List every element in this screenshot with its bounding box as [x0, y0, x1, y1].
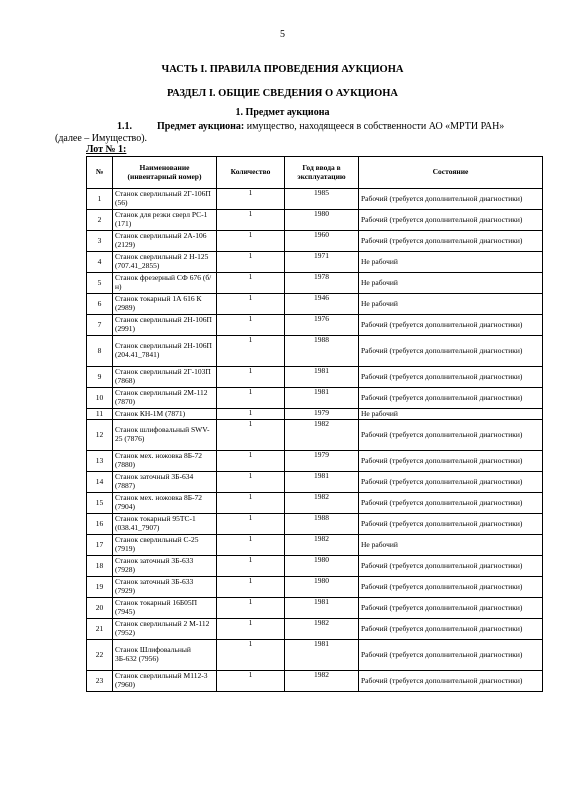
- cell-qty: 1: [217, 535, 285, 556]
- clause-label: Предмет аукциона:: [157, 121, 245, 132]
- cell-qty: 1: [217, 367, 285, 388]
- cell-num: 20: [87, 598, 113, 619]
- cell-num: 19: [87, 577, 113, 598]
- cell-state: Не рабочий: [359, 252, 543, 273]
- header-num: №: [87, 157, 113, 189]
- cell-year: 1982: [285, 535, 359, 556]
- cell-state: Рабочий (требуется дополнительной диагностики): [359, 336, 543, 367]
- cell-year: 1982: [285, 671, 359, 692]
- table-row: [87, 420, 543, 451]
- table-row: [87, 472, 543, 493]
- cell-name: Станок для резки сверл РС-1 (171): [113, 210, 217, 231]
- cell-num: 1: [87, 189, 113, 210]
- table-row: [87, 273, 543, 294]
- cell-name: Станок токарный 95ТС-1 (038.41_7907): [113, 514, 217, 535]
- header-name: Наименование (инвентарный номер): [113, 157, 217, 189]
- cell-num: 15: [87, 493, 113, 514]
- cell-qty: 1: [217, 556, 285, 577]
- cell-year: 1978: [285, 273, 359, 294]
- table-row: [87, 210, 543, 231]
- cell-state: Рабочий (требуется дополнительной диагностики): [359, 671, 543, 692]
- cell-name: Станок шлифовальный SWV-25 (7876): [113, 420, 217, 451]
- cell-num: 3: [87, 231, 113, 252]
- cell-num: 17: [87, 535, 113, 556]
- cell-state: Рабочий (требуется дополнительной диагностики): [359, 619, 543, 640]
- cell-year: 1946: [285, 294, 359, 315]
- cell-num: 7: [87, 315, 113, 336]
- cell-name: Станок сверлильный 2М-112 (7870): [113, 388, 217, 409]
- cell-year: 1988: [285, 514, 359, 535]
- cell-state: Не рабочий: [359, 409, 543, 420]
- cell-name: Станок сверлильный 2 Н-125 (707.41_2855): [113, 252, 217, 273]
- cell-state: Рабочий (требуется дополнительной диагностики): [359, 231, 543, 252]
- cell-name: Станок заточный 3Б-633 (7928): [113, 556, 217, 577]
- section-title: РАЗДЕЛ I. ОБЩИЕ СВЕДЕНИЯ О АУКЦИОНА: [167, 88, 398, 99]
- lot-title: Лот № 1:: [86, 144, 127, 155]
- table-row: [87, 189, 543, 210]
- table-row: [87, 252, 543, 273]
- cell-num: 13: [87, 451, 113, 472]
- clause-text-tail: (далее – Имущество).: [55, 133, 148, 144]
- table-row: [87, 336, 543, 367]
- cell-qty: 1: [217, 252, 285, 273]
- clause-text: имущество, находящееся в собственности АО «МРТИ РАН»: [244, 121, 505, 132]
- table-row: [87, 577, 543, 598]
- header-year: Год ввода в эксплуатацию: [285, 157, 359, 189]
- table-row: [87, 619, 543, 640]
- cell-year: 1985: [285, 189, 359, 210]
- cell-year: 1979: [285, 409, 359, 420]
- cell-num: 5: [87, 273, 113, 294]
- header-qty: Количество: [217, 157, 285, 189]
- cell-qty: 1: [217, 336, 285, 367]
- cell-state: Не рабочий: [359, 294, 543, 315]
- cell-state: Рабочий (требуется дополнительной диагностики): [359, 577, 543, 598]
- cell-num: 18: [87, 556, 113, 577]
- cell-name: Станок мех. ножовка 8Б-72 (7904): [113, 493, 217, 514]
- table-row: [87, 367, 543, 388]
- cell-qty: 1: [217, 189, 285, 210]
- cell-state: Рабочий (требуется дополнительной диагностики): [359, 367, 543, 388]
- cell-year: 1960: [285, 231, 359, 252]
- cell-name: Станок токарный 1А 616 К (2989): [113, 294, 217, 315]
- cell-year: 1982: [285, 420, 359, 451]
- cell-num: 9: [87, 367, 113, 388]
- cell-qty: 1: [217, 388, 285, 409]
- cell-state: Рабочий (требуется дополнительной диагностики): [359, 420, 543, 451]
- cell-name: Станок заточный 3Б-634 (7887): [113, 472, 217, 493]
- cell-year: 1981: [285, 640, 359, 671]
- cell-name: Станок заточный 3Б-633 (7929): [113, 577, 217, 598]
- cell-qty: 1: [217, 619, 285, 640]
- clause-number: 1.1.: [117, 121, 132, 132]
- cell-year: 1981: [285, 388, 359, 409]
- cell-year: 1988: [285, 336, 359, 367]
- cell-state: Рабочий (требуется дополнительной диагностики): [359, 556, 543, 577]
- cell-name: Станок сверлильный 2Г-106П (56): [113, 189, 217, 210]
- cell-num: 14: [87, 472, 113, 493]
- table-row: [87, 231, 543, 252]
- cell-qty: 1: [217, 420, 285, 451]
- cell-qty: 1: [217, 472, 285, 493]
- table-row: [87, 671, 543, 692]
- cell-name: Станок мех. ножовка 8Б-72 (7880): [113, 451, 217, 472]
- cell-name: Станок сверлильный 2 М-112 (7952): [113, 619, 217, 640]
- clause-paragraph: [55, 121, 542, 145]
- cell-year: 1981: [285, 367, 359, 388]
- cell-num: 12: [87, 420, 113, 451]
- cell-num: 4: [87, 252, 113, 273]
- cell-name: Станок сверлильный 2А-106 (2129): [113, 231, 217, 252]
- cell-name: Станок сверлильный 2Н-106П (204.41_7841): [113, 336, 217, 367]
- table-row: [87, 388, 543, 409]
- table-row: [87, 315, 543, 336]
- cell-num: 8: [87, 336, 113, 367]
- cell-num: 22: [87, 640, 113, 671]
- cell-year: 1971: [285, 252, 359, 273]
- cell-year: 1979: [285, 451, 359, 472]
- cell-qty: 1: [217, 493, 285, 514]
- table-row: [87, 598, 543, 619]
- cell-qty: 1: [217, 671, 285, 692]
- cell-state: Рабочий (требуется дополнительной диагностики): [359, 493, 543, 514]
- cell-qty: 1: [217, 294, 285, 315]
- table-header-row: [87, 157, 543, 189]
- cell-state: Рабочий (требуется дополнительной диагностики): [359, 514, 543, 535]
- cell-qty: 1: [217, 231, 285, 252]
- cell-qty: 1: [217, 273, 285, 294]
- cell-state: Не рабочий: [359, 535, 543, 556]
- cell-num: 10: [87, 388, 113, 409]
- table-row: [87, 556, 543, 577]
- cell-year: 1976: [285, 315, 359, 336]
- cell-year: 1982: [285, 619, 359, 640]
- cell-year: 1982: [285, 493, 359, 514]
- page-number: 5: [280, 29, 285, 40]
- table-row: [87, 535, 543, 556]
- subject-title: 1. Предмет аукциона: [235, 107, 330, 118]
- cell-num: 2: [87, 210, 113, 231]
- lot-table: [86, 156, 543, 692]
- table-row: [87, 451, 543, 472]
- table-row: [87, 294, 543, 315]
- cell-name: Станок сверлильный М112-3 (7960): [113, 671, 217, 692]
- cell-qty: 1: [217, 577, 285, 598]
- cell-state: Рабочий (требуется дополнительной диагностики): [359, 388, 543, 409]
- cell-year: 1980: [285, 556, 359, 577]
- cell-num: 11: [87, 409, 113, 420]
- cell-name: Станок токарный 16Б05П (7945): [113, 598, 217, 619]
- table-row: [87, 514, 543, 535]
- cell-num: 6: [87, 294, 113, 315]
- cell-name: Станок сверлильный 2Н-106П (2991): [113, 315, 217, 336]
- cell-year: 1981: [285, 598, 359, 619]
- cell-qty: 1: [217, 598, 285, 619]
- cell-name: Станок КН-1М (7871): [113, 409, 217, 420]
- cell-qty: 1: [217, 315, 285, 336]
- cell-qty: 1: [217, 451, 285, 472]
- cell-num: 23: [87, 671, 113, 692]
- cell-name: Станок сверлильный С-25 (7919): [113, 535, 217, 556]
- cell-state: Рабочий (требуется дополнительной диагностики): [359, 472, 543, 493]
- cell-state: Не рабочий: [359, 273, 543, 294]
- cell-state: Рабочий (требуется дополнительной диагностики): [359, 640, 543, 671]
- cell-qty: 1: [217, 409, 285, 420]
- table-row: [87, 640, 543, 671]
- cell-qty: 1: [217, 210, 285, 231]
- cell-name: Станок Шлифовальный 3Б-632 (7956): [113, 640, 217, 671]
- cell-year: 1981: [285, 472, 359, 493]
- cell-name: Станок фрезерный СФ 676 (б/н): [113, 273, 217, 294]
- cell-num: 21: [87, 619, 113, 640]
- cell-state: Рабочий (требуется дополнительной диагностики): [359, 598, 543, 619]
- cell-year: 1980: [285, 210, 359, 231]
- part-title: ЧАСТЬ I. ПРАВИЛА ПРОВЕДЕНИЯ АУКЦИОНА: [161, 64, 404, 75]
- cell-state: Рабочий (требуется дополнительной диагностики): [359, 210, 543, 231]
- cell-name: Станок сверлильный 2Г-103П (7868): [113, 367, 217, 388]
- cell-state: Рабочий (требуется дополнительной диагностики): [359, 189, 543, 210]
- cell-qty: 1: [217, 514, 285, 535]
- cell-num: 16: [87, 514, 113, 535]
- header-state: Состояние: [359, 157, 543, 189]
- table-row: [87, 493, 543, 514]
- cell-state: Рабочий (требуется дополнительной диагностики): [359, 451, 543, 472]
- cell-qty: 1: [217, 640, 285, 671]
- cell-state: Рабочий (требуется дополнительной диагностики): [359, 315, 543, 336]
- table-body: [87, 189, 543, 692]
- cell-year: 1980: [285, 577, 359, 598]
- table-row: [87, 409, 543, 420]
